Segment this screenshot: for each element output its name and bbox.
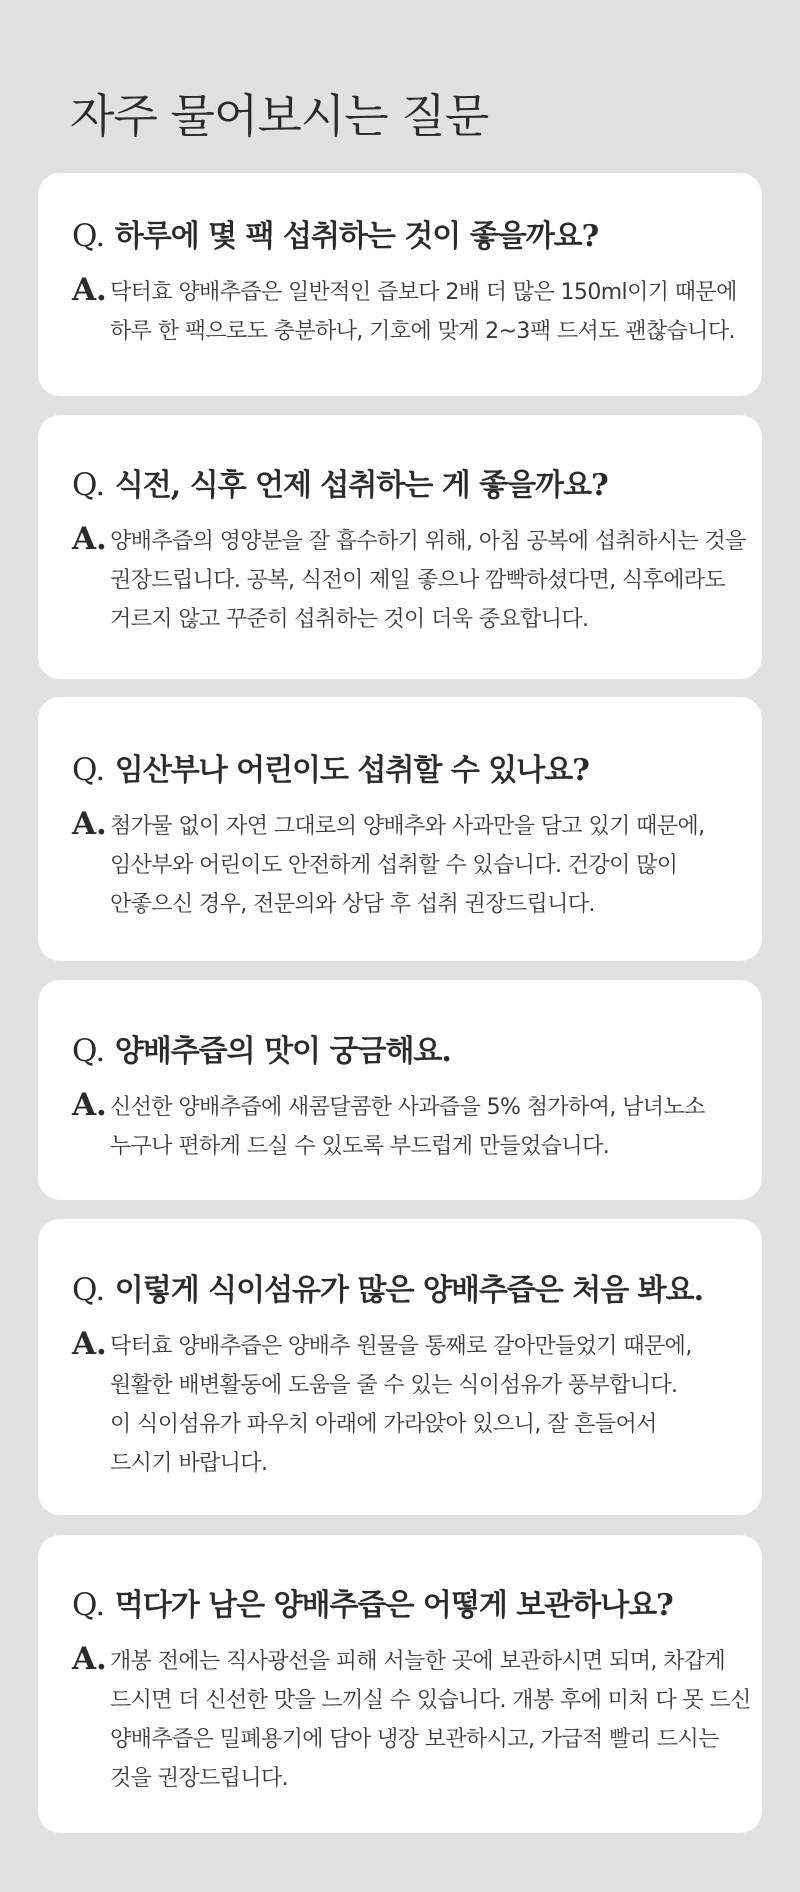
- answer-line: 드시기 바랍니다.: [110, 1451, 268, 1476]
- answer-line: 누구나 편하게 드실 수 있도록 부드럽게 만들었습니다.: [110, 1134, 610, 1159]
- answer-line: 개봉 전에는 직사광선을 피해 서늘한 곳에 보관하시면 되며, 차갑게: [110, 1649, 726, 1674]
- question-text: 하루에 몇 팩 섭취하는 것이 좋을까요?: [114, 219, 599, 254]
- faq-question: [72, 1026, 738, 1070]
- faq-answer: [72, 1327, 738, 1483]
- faq-item-2: [38, 415, 762, 679]
- answer-line: 드시면 더 신선한 맛을 느끼실 수 있습니다. 개봉 후에 미처 다 못 드신: [110, 1688, 751, 1713]
- answer-line: 권장드립니다. 공복, 식전이 제일 좋으나 깜빡하셨다면, 식후에라도: [110, 568, 726, 593]
- answer-line: 안좋으신 경우, 전문의와 상담 후 섭취 권장드립니다.: [110, 892, 595, 917]
- page-title: 자주 물어보시는 질문: [70, 89, 489, 143]
- question-label: Q.: [72, 752, 105, 788]
- faq-answer: [72, 273, 738, 351]
- faq-answer: [72, 1641, 751, 1798]
- faq-answer: [72, 521, 746, 639]
- question-text: 양배추즙의 맛이 궁금해요.: [114, 1034, 451, 1069]
- faq-item-6: [38, 1535, 762, 1833]
- answer-text: [110, 273, 737, 351]
- faq-item-4: [38, 980, 762, 1200]
- question-label: Q.: [72, 1587, 105, 1623]
- answer-label: A.: [72, 272, 107, 308]
- faq-item-3: [38, 697, 762, 961]
- faq-question: [72, 211, 738, 255]
- answer-text: [110, 1327, 692, 1483]
- answer-line: 첨가물 없이 자연 그대로의 양배추와 사과만을 담고 있기 때문에,: [110, 814, 705, 839]
- question-label: Q.: [72, 467, 105, 503]
- question-label: Q.: [72, 1033, 105, 1069]
- faq-question: [72, 745, 738, 789]
- answer-line: 닥터효 양배추즙은 일반적인 즙보다 2배 더 많은 150ml이기 때문에: [110, 280, 737, 305]
- faq-answer: [72, 807, 738, 924]
- faq-item-5: [38, 1219, 762, 1515]
- faq-question: [72, 1580, 738, 1624]
- answer-label: A.: [72, 1641, 107, 1677]
- answer-label: A.: [72, 521, 107, 557]
- answer-line: 것을 권장드립니다.: [110, 1766, 289, 1791]
- answer-text: [110, 1088, 705, 1166]
- answer-text: [110, 807, 705, 924]
- faq-question: [72, 1265, 738, 1309]
- question-text: 임산부나 어린이도 섭취할 수 있나요?: [114, 753, 589, 788]
- answer-text: [110, 522, 746, 639]
- question-text: 먹다가 남은 양배추즙은 어떻게 보관하나요?: [114, 1588, 673, 1623]
- answer-line: 양배추즙은 밀폐용기에 담아 냉장 보관하시고, 가급적 빨리 드시는: [110, 1727, 719, 1752]
- answer-label: A.: [72, 1326, 107, 1362]
- answer-label: A.: [72, 806, 107, 842]
- faq-question: [72, 460, 738, 504]
- answer-text: [110, 1642, 751, 1798]
- answer-line: 신선한 양배추즙에 새콤달콤한 사과즙을 5% 첨가하여, 남녀노소: [110, 1095, 705, 1120]
- answer-label: A.: [72, 1087, 107, 1123]
- answer-line: 원활한 배변활동에 도움을 줄 수 있는 식이섬유가 풍부합니다.: [110, 1373, 678, 1398]
- answer-line: 임산부와 어린이도 안전하게 섭취할 수 있습니다. 건강이 많이: [110, 853, 678, 878]
- answer-line: 닥터효 양배추즙은 양배추 원물을 통째로 갈아만들었기 때문에,: [110, 1334, 692, 1359]
- answer-line: 이 식이섬유가 파우치 아래에 가라앉아 있으니, 잘 흔들어서: [110, 1412, 657, 1437]
- answer-line: 하루 한 팩으로도 충분하나, 기호에 맞게 2~3팩 드셔도 괜찮습니다.: [110, 319, 735, 344]
- faq-item-1: [38, 173, 762, 396]
- question-text: 이렇게 식이섬유가 많은 양배추즙은 처음 봐요.: [114, 1273, 704, 1308]
- question-label: Q.: [72, 1272, 105, 1308]
- answer-line: 양배추즙의 영양분을 잘 흡수하기 위해, 아침 공복에 섭취하시는 것을: [110, 529, 746, 554]
- question-text: 식전, 식후 언제 섭취하는 게 좋을까요?: [114, 468, 608, 503]
- question-label: Q.: [72, 218, 105, 254]
- answer-line: 거르지 않고 꾸준히 섭취하는 것이 더욱 중요합니다.: [110, 607, 589, 632]
- faq-answer: [72, 1088, 738, 1166]
